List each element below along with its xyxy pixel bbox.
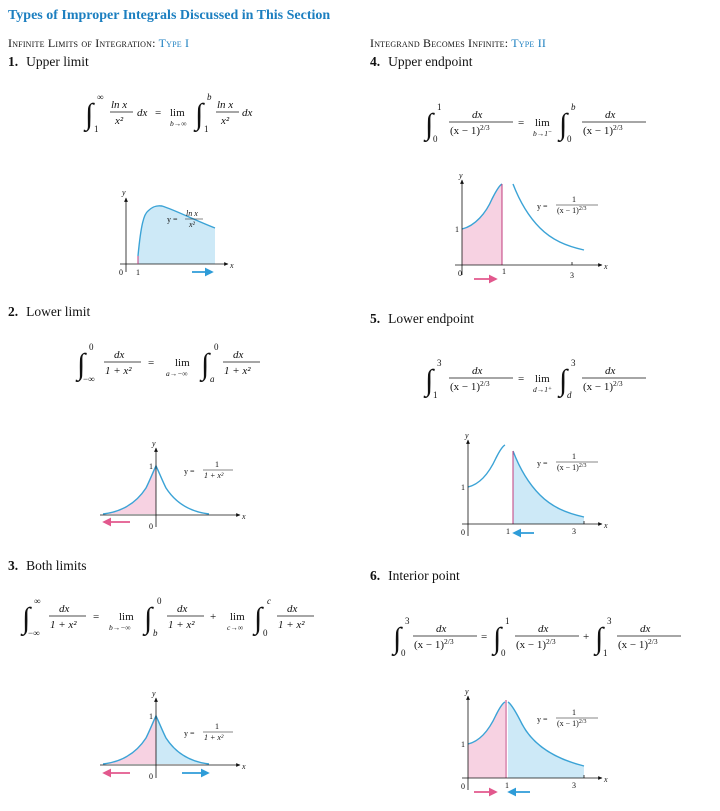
y-axis-label: y (465, 431, 469, 440)
item-5-number: 5. (370, 311, 381, 326)
lower-bound: 1 (204, 124, 209, 134)
limit-sub: a→−∞ (166, 369, 188, 378)
lower-bound: d (567, 390, 572, 400)
y-axis-label: y (152, 689, 156, 698)
curve-eq-lhs: y = (167, 215, 178, 224)
equals: = (155, 107, 162, 119)
curve-left (468, 445, 505, 487)
denominator: 1 + x² (278, 619, 305, 631)
upper-bound: 3 (571, 358, 576, 368)
upper-bound: b (207, 92, 212, 102)
left-heading-text: Infinite Limits of Integration: (8, 36, 159, 50)
graph-5 (461, 431, 608, 537)
curve-eq-lhs: y = (537, 202, 548, 211)
denominator: $(x - 1)^{2/3}$ (414, 637, 454, 651)
curve-eq-num: ln x (186, 209, 198, 218)
item-4-number: 4. (370, 54, 381, 69)
tick-label: 3 (572, 527, 576, 536)
integral-sign: ∫ (425, 108, 434, 141)
tick-label: 1 (136, 268, 140, 277)
denominator: $(x - 1)^{2/3}$ (516, 637, 556, 651)
upper-bound: 3 (405, 616, 410, 626)
curve-eq-den: $(x - 1)^{2/3}$ (557, 463, 587, 472)
x-axis-label: x (242, 512, 246, 521)
lower-bound: 1 (603, 648, 608, 658)
area-region-left (103, 716, 156, 764)
right-heading-text: Integrand Becomes Infinite: (370, 36, 512, 50)
tick-label: 3 (572, 781, 576, 790)
limit-word: lim (175, 357, 190, 369)
item-2-number: 2. (8, 304, 19, 319)
right-heading-type: Type II (511, 36, 547, 50)
numerator: dx (59, 603, 70, 615)
integral-sign: ∫ (201, 348, 210, 381)
tick-label: 0 (149, 772, 153, 781)
graph-4 (455, 171, 608, 280)
tick-label: 0 (119, 268, 123, 277)
denominator: $(x - 1)^{2/3}$ (618, 637, 658, 651)
item-1-number: 1. (8, 54, 19, 69)
y-axis-label: y (459, 171, 463, 180)
numerator: dx (233, 349, 244, 361)
y-axis-label: y (152, 439, 156, 448)
curve-eq-lhs: y = (537, 715, 548, 724)
limit-word: lim (170, 107, 185, 119)
item-6-number: 6. (370, 568, 381, 583)
integral-sign: ∫ (254, 602, 263, 635)
x-axis-label: x (604, 262, 608, 271)
tick-label: 0 (461, 782, 465, 791)
numerator: dx (114, 349, 125, 361)
section-title: Types of Improper Integrals Discussed in This Section (8, 8, 331, 23)
graph-2 (100, 439, 246, 531)
denominator: $(x - 1)^{2/3}$ (583, 379, 623, 393)
denominator: x² (115, 115, 124, 127)
upper-bound: 0 (214, 342, 219, 352)
numerator: dx (472, 365, 483, 377)
lower-bound: 0 (433, 134, 438, 144)
numerator: dx (605, 109, 616, 121)
area-region (462, 184, 502, 265)
integral-sign: ∫ (22, 602, 31, 635)
tick-label: 0 (461, 528, 465, 537)
tick-label: 1 (455, 225, 459, 234)
numerator: ln x (217, 99, 234, 111)
curve-eq-den: 1 + x² (204, 471, 224, 480)
curve-eq-num: 1 (572, 195, 576, 204)
tick-label: 1 (502, 267, 506, 276)
x-axis-label: x (604, 521, 608, 530)
equals: = (93, 611, 100, 623)
curve-eq-num: 1 (215, 460, 219, 469)
lower-bound: 0 (401, 648, 406, 658)
limit-sub: c→∞ (227, 623, 244, 632)
limit-word: lim (119, 611, 134, 623)
numerator: dx (436, 623, 447, 635)
curve-eq-den: 1 + x² (204, 733, 224, 742)
curve-eq-den: $(x - 1)^{2/3}$ (557, 719, 587, 728)
integral-sign: ∫ (595, 622, 604, 655)
denominator: 1 + x² (168, 619, 195, 631)
numerator: dx (287, 603, 298, 615)
tick-label: 0 (458, 269, 462, 278)
lower-bound: 0 (263, 628, 268, 638)
numerator: dx (605, 365, 616, 377)
upper-bound: ∞ (97, 92, 104, 102)
lower-bound: 0 (567, 134, 572, 144)
area-region-left (468, 702, 505, 778)
tick-label: 1 (149, 462, 153, 471)
lower-bound: −∞ (83, 374, 95, 384)
graph-6 (461, 687, 608, 792)
item-1-label: Upper limit (26, 54, 89, 69)
curve-eq-lhs: y = (184, 467, 195, 476)
area-region-right (156, 716, 209, 764)
denominator: $(x - 1)^{2/3}$ (450, 379, 490, 393)
dx: dx (137, 107, 148, 119)
curve-eq-num: 1 (572, 452, 576, 461)
curve-eq-den: x² (189, 220, 195, 229)
tick-label: 1 (149, 712, 153, 721)
tick-label: 1 (461, 483, 465, 492)
equals: = (148, 357, 155, 369)
x-axis-label: x (242, 762, 246, 771)
integral-sign: ∫ (393, 622, 402, 655)
y-axis-label: y (122, 188, 126, 197)
limit-word: lim (230, 611, 245, 623)
curve-eq-den: $(x - 1)^{2/3}$ (557, 206, 587, 215)
lower-bound: 0 (501, 648, 506, 658)
integral-sign: ∫ (77, 348, 86, 381)
item-4-label: Upper endpoint (388, 54, 473, 69)
tick-label: 0 (149, 522, 153, 531)
graph-3 (100, 689, 246, 781)
equals: = (518, 373, 525, 385)
item-3-label: Both limits (26, 558, 87, 573)
limit-sub: b→∞ (170, 119, 187, 128)
x-axis-label: x (604, 775, 608, 784)
numerator: dx (177, 603, 188, 615)
upper-bound: 3 (607, 616, 612, 626)
lower-bound: 1 (94, 124, 99, 134)
limit-word: lim (535, 373, 550, 385)
integral-sign: ∫ (493, 622, 502, 655)
plus: + (583, 631, 590, 643)
numerator: dx (472, 109, 483, 121)
upper-bound: 0 (157, 596, 162, 606)
integral-sign: ∫ (559, 364, 568, 397)
limit-word: lim (535, 117, 550, 129)
upper-bound: 0 (89, 342, 94, 352)
limit-sub: b→1⁻ (533, 129, 552, 138)
plus: + (210, 611, 217, 623)
lower-bound: a (210, 374, 215, 384)
upper-bound: 1 (437, 102, 442, 112)
upper-bound: ∞ (34, 596, 41, 606)
upper-bound: 1 (505, 616, 510, 626)
equals: = (518, 117, 525, 129)
denominator: 1 + x² (105, 365, 132, 377)
lower-bound: b (153, 628, 158, 638)
equals: = (481, 631, 488, 643)
denominator: $(x - 1)^{2/3}$ (583, 123, 623, 137)
denominator: $(x - 1)^{2/3}$ (450, 123, 490, 137)
left-heading-type: Type I (158, 36, 190, 50)
curve-eq-lhs: y = (184, 729, 195, 738)
item-3-number: 3. (8, 558, 19, 573)
integral-sign: ∫ (85, 98, 94, 131)
limit-sub: d→1⁺ (533, 385, 552, 394)
area-region (103, 466, 156, 514)
denominator: x² (221, 115, 230, 127)
curve-eq-num: 1 (572, 708, 576, 717)
numerator: dx (538, 623, 549, 635)
item-5-label: Lower endpoint (388, 311, 474, 326)
denominator: 1 + x² (224, 365, 251, 377)
integral-sign: ∫ (559, 108, 568, 141)
integral-sign: ∫ (195, 98, 204, 131)
tick-label: 1 (461, 740, 465, 749)
y-axis-label: y (465, 687, 469, 696)
dx: dx (242, 107, 253, 119)
item-2-label: Lower limit (26, 304, 91, 319)
upper-bound: c (267, 596, 271, 606)
curve-eq-lhs: y = (537, 459, 548, 468)
tick-label: 1 (505, 781, 509, 790)
item-6-label: Interior point (388, 568, 460, 583)
denominator: 1 + x² (50, 619, 77, 631)
tick-label: 1 (506, 527, 510, 536)
curve-right (513, 184, 584, 250)
integral-sign: ∫ (425, 364, 434, 397)
lower-bound: −∞ (28, 628, 40, 638)
integral-sign: ∫ (144, 602, 153, 635)
lower-bound: 1 (433, 390, 438, 400)
curve-eq-num: 1 (215, 722, 219, 731)
tick-label: 3 (570, 271, 574, 280)
numerator: ln x (111, 99, 128, 111)
limit-sub: b→−∞ (109, 623, 131, 632)
numerator: dx (640, 623, 651, 635)
x-axis-label: x (230, 261, 234, 270)
graph-1 (119, 188, 234, 277)
upper-bound: b (571, 102, 576, 112)
upper-bound: 3 (437, 358, 442, 368)
